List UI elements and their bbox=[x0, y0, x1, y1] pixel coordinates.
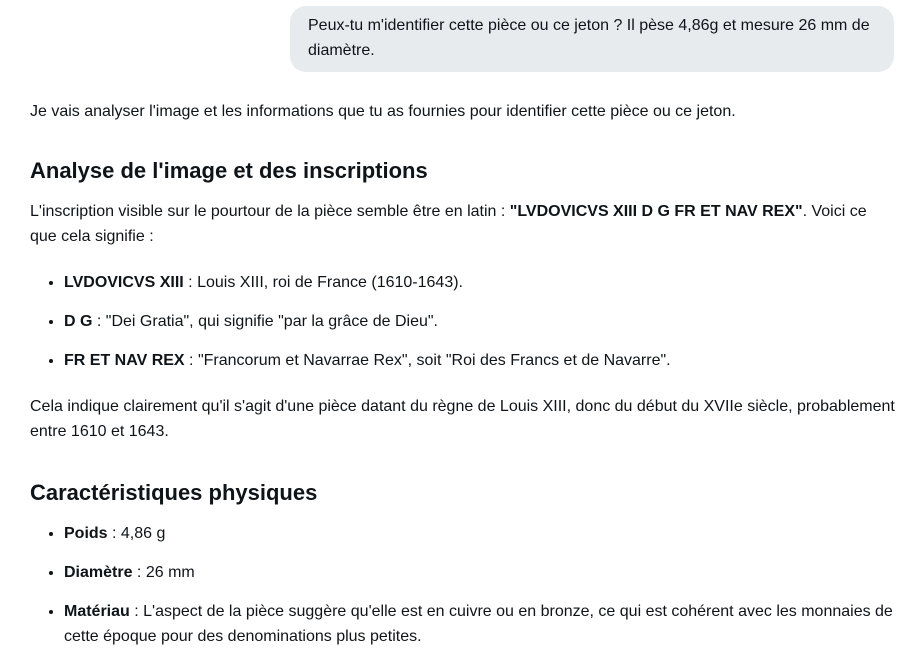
list-item bbox=[64, 560, 896, 585]
list-item-term: Matériau bbox=[64, 603, 130, 620]
response-intro: Je vais analyser l'image et les informations que tu as fournies pour identifier cette pièce ou ce jeton. bbox=[30, 103, 736, 120]
list-item-term: Poids bbox=[64, 525, 108, 542]
list-item bbox=[64, 521, 896, 546]
list-item-term: LVDOVICVS XIII bbox=[64, 274, 184, 291]
list-item-desc: : Louis XIII, roi de France (1610-1643). bbox=[183, 274, 463, 291]
section-heading-physique: Caractéristiques physiques bbox=[30, 480, 318, 505]
list-item bbox=[64, 599, 896, 649]
conclusion-paragraph: Cela indique clairement qu'il s'agit d'une pièce datant du règne de Louis XIII, donc du début du XVIIe siècle, probablement entre 1610 et 1643. bbox=[30, 398, 895, 440]
physical-characteristics-list bbox=[30, 521, 896, 649]
inscription-paragraph-end: . Voici ce que cela signifie : bbox=[30, 203, 867, 245]
inscription-text: "LVDOVICVS XIII D G FR ET NAV REX" bbox=[509, 203, 803, 220]
list-item bbox=[64, 348, 896, 373]
list-item-desc: : 4,86 g bbox=[107, 525, 166, 542]
list-item-term: D G bbox=[64, 313, 93, 330]
inscription-paragraph bbox=[30, 199, 896, 249]
list-item-term: Diamètre bbox=[64, 564, 133, 581]
list-item-desc: : "Francorum et Navarrae Rex", soit "Roi des Francs et de Navarre". bbox=[184, 352, 671, 369]
list-item bbox=[64, 270, 896, 295]
inscription-meaning-list bbox=[30, 270, 896, 373]
inscription-paragraph-start: L'inscription visible sur le pourtour de la pièce semble être en latin : bbox=[30, 203, 510, 220]
list-item bbox=[64, 309, 896, 334]
section-heading-analyse: Analyse de l'image et des inscriptions bbox=[30, 158, 428, 183]
user-message-text: Peux-tu m'identifier cette pièce ou ce jeton ? Il pèse 4,86g et mesure 26 mm de diamètre. bbox=[308, 17, 870, 59]
list-item-desc: : L'aspect de la pièce suggère qu'elle est en cuivre ou en bronze, ce qui est cohérent avec les monnaies de cette époque pour des denominations plus petites. bbox=[64, 603, 893, 645]
assistant-response bbox=[30, 99, 896, 649]
list-item-desc: : "Dei Gratia", qui signifie "par la grâce de Dieu". bbox=[92, 313, 438, 330]
list-item-desc: : 26 mm bbox=[132, 564, 195, 581]
user-message-bubble bbox=[290, 6, 894, 72]
list-item-term: FR ET NAV REX bbox=[64, 352, 185, 369]
